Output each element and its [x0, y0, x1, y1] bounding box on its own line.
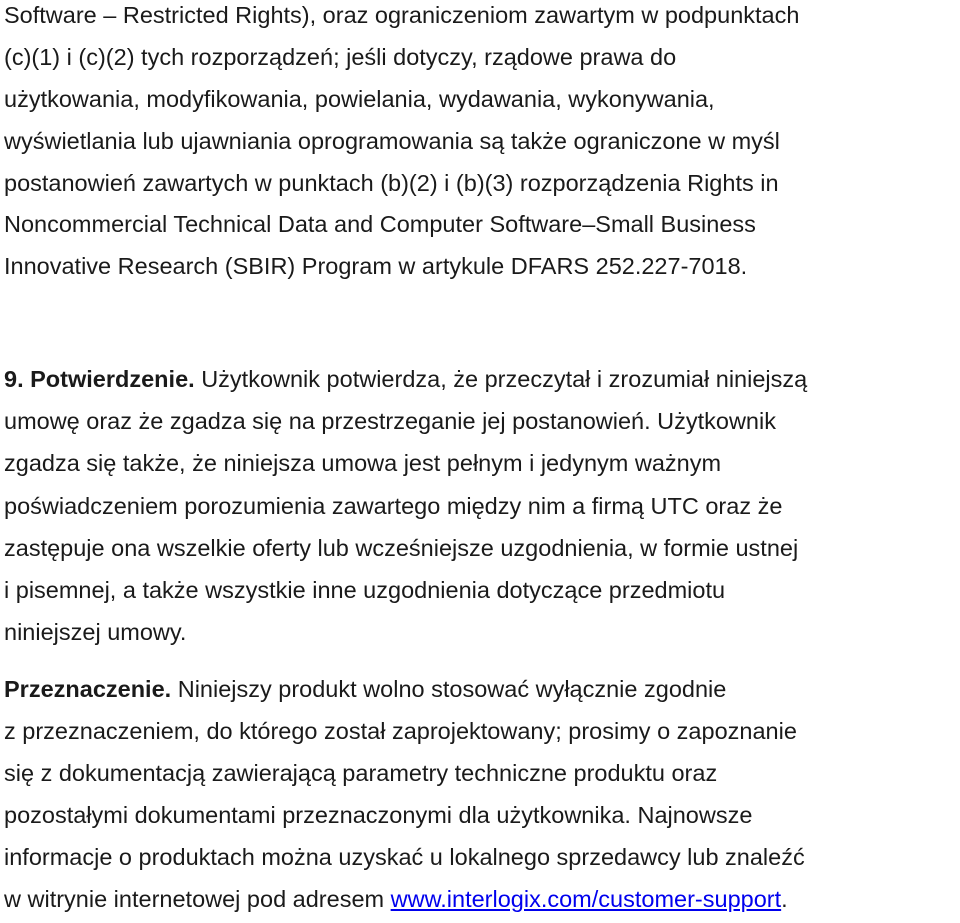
section-purpose-last-line-suffix: . — [781, 886, 788, 912]
paragraph-1-line: Innovative Research (SBIR) Program w artykule DFARS 252.227-7018. — [4, 253, 748, 279]
paragraph-1-line: postanowień zawartych w punktach (b)(2) i (b)(3) rozporządzenia Rights in — [4, 170, 779, 196]
section-9-text: Użytkownik potwierdza, że przeczytał i zrozumiał niniejszą — [194, 366, 808, 392]
section-purpose-heading: Przeznaczenie. — [4, 676, 172, 702]
section-purpose-line: informacje o produktach można uzyskać u lokalnego sprzedawcy lub znaleźć — [4, 844, 805, 870]
paragraph-1-line: wyświetlania lub ujawniania oprogramowania są także ograniczone w myśl — [4, 128, 780, 154]
section-purpose-line: z przeznaczeniem, do którego został zaprojektowany; prosimy o zapoznanie — [4, 718, 797, 744]
customer-support-link[interactable]: www.interlogix.com/customer-support — [390, 886, 782, 912]
section-purpose-line: się z dokumentacją zawierającą parametry techniczne produktu oraz — [4, 760, 718, 786]
section-9-heading: 9. Potwierdzenie. — [4, 366, 195, 392]
section-9-line: umowę oraz że zgadza się na przestrzeganie jej postanowień. Użytkownik — [4, 408, 776, 434]
paragraph-1-line: użytkowania, modyfikowania, powielania, wydawania, wykonywania, — [4, 86, 715, 112]
section-9-line: zastępuje ona wszelkie oferty lub wcześniejsze uzgodnienia, w formie ustnej — [4, 535, 799, 561]
paragraph-1-line: (c)(1) i (c)(2) tych rozporządzeń; jeśli dotyczy, rządowe prawa do — [4, 44, 677, 70]
section-purpose-text: Niniejszy produkt wolno stosować wyłącznie zgodnie — [171, 676, 727, 702]
section-9-line: poświadczeniem porozumienia zawartego między nim a firmą UTC oraz że — [4, 493, 783, 519]
section-purpose-last-line-prefix: w witrynie internetowej pod adresem — [4, 886, 391, 912]
paragraph-1-line: Noncommercial Technical Data and Computer Software–Small Business — [4, 211, 756, 237]
section-9-line: i pisemnej, a także wszystkie inne uzgodnienia dotyczące przedmiotu — [4, 577, 726, 603]
section-9-first-line — [4, 364, 807, 394]
section-9-line: niniejszej umowy. — [4, 619, 187, 645]
paragraph-1-line: Software – Restricted Rights), oraz ograniczeniom zawartym w podpunktach — [4, 2, 800, 28]
section-9-line: zgadza się także, że niniejsza umowa jest pełnym i jedynym ważnym — [4, 450, 722, 476]
section-purpose-first-line — [4, 674, 726, 704]
section-purpose-last-line — [4, 884, 788, 914]
section-purpose-line: pozostałymi dokumentami przeznaczonymi dla użytkownika. Najnowsze — [4, 802, 753, 828]
